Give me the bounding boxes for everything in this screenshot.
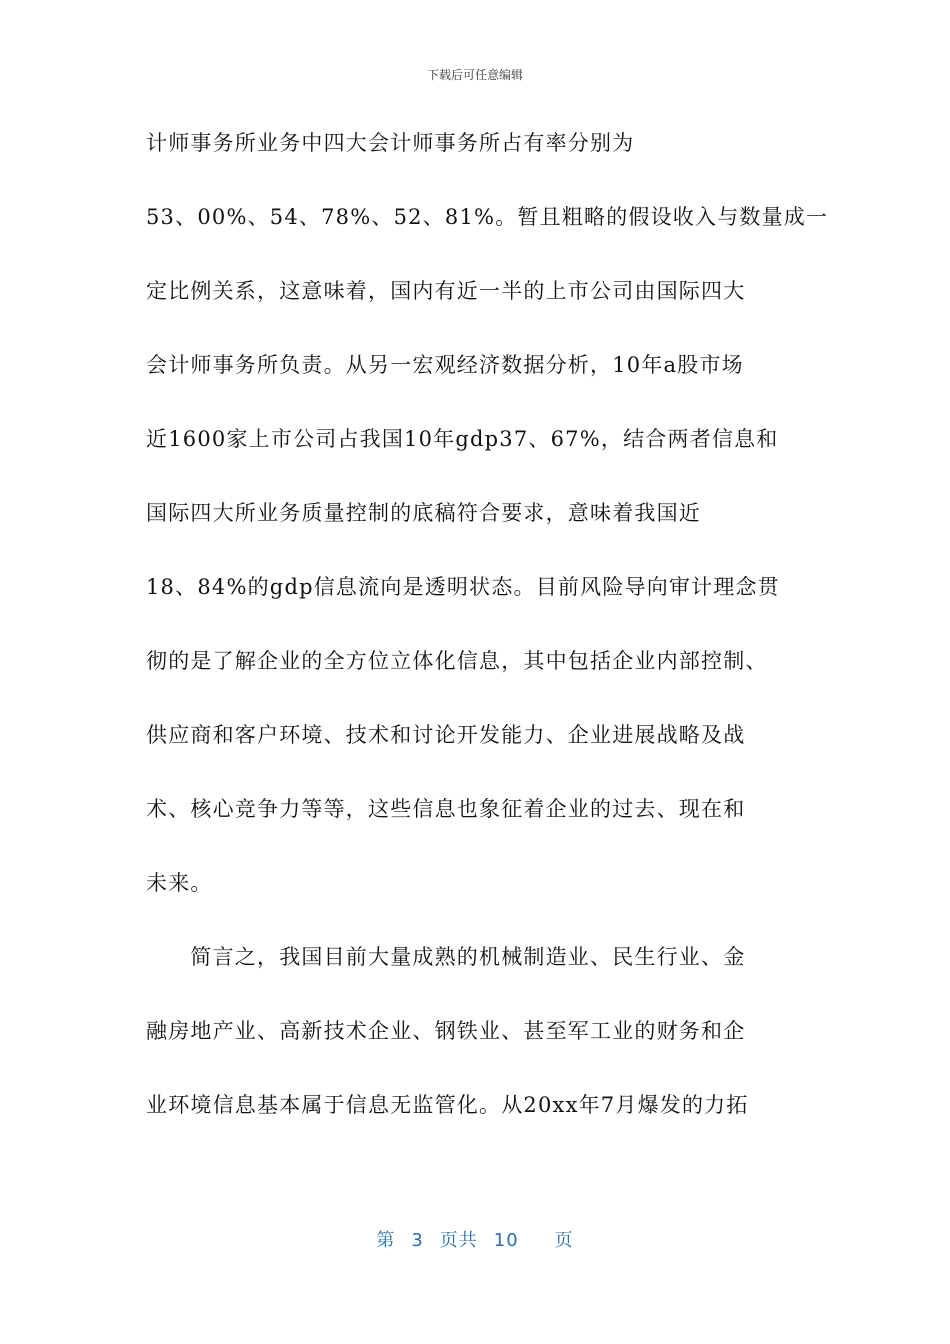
body-line-13: 融房地产业、高新技术企业、钢铁业、甚至军工业的财务和企	[146, 1019, 746, 1043]
footer-prefix: 第	[376, 1230, 396, 1251]
body-line-14: 业环境信息基本属于信息无监管化。从20xx年7月爆发的力拓	[146, 1093, 749, 1117]
body-line-1: 计师事务所业务中四大会计师事务所占有率分别为	[146, 131, 635, 155]
footer-current-page: 3	[411, 1230, 424, 1251]
body-line-10: 术、核心竞争力等等，这些信息也象征着企业的过去、现在和	[146, 797, 746, 821]
body-line-4: 会计师事务所负责。从另一宏观经济数据分析，10年a股市场	[146, 353, 744, 377]
page-footer	[0, 1226, 950, 1252]
footer-suffix: 页	[554, 1230, 574, 1251]
body-line-2: 53、00%、54、78%、52、81%。暂且粗略的假设收入与数量成一	[146, 205, 829, 229]
body-line-11: 未来。	[146, 871, 213, 895]
body-line-3: 定比例关系，这意味着，国内有近一半的上市公司由国际四大	[146, 279, 746, 303]
header-note: 下载后可任意编辑	[426, 68, 523, 82]
body-line-8: 彻的是了解企业的全方位立体化信息，其中包括企业内部控制、	[146, 649, 768, 673]
body-line-6: 国际四大所业务质量控制的底稿符合要求，意味着我国近	[146, 501, 701, 525]
body-line-9: 供应商和客户环境、技术和讨论开发能力、企业进展战略及战	[146, 723, 746, 747]
body-line-7: 18、84%的gdp信息流向是透明状态。目前风险导向审计理念贯	[146, 575, 780, 599]
footer-total-pages: 10	[493, 1230, 519, 1251]
body-line-5: 近1600家上市公司占我国10年gdp37、67%，结合两者信息和	[146, 427, 779, 451]
footer-middle: 页共	[439, 1230, 478, 1251]
body-line-12: 简言之，我国目前大量成熟的机械制造业、民生行业、金	[146, 945, 746, 969]
